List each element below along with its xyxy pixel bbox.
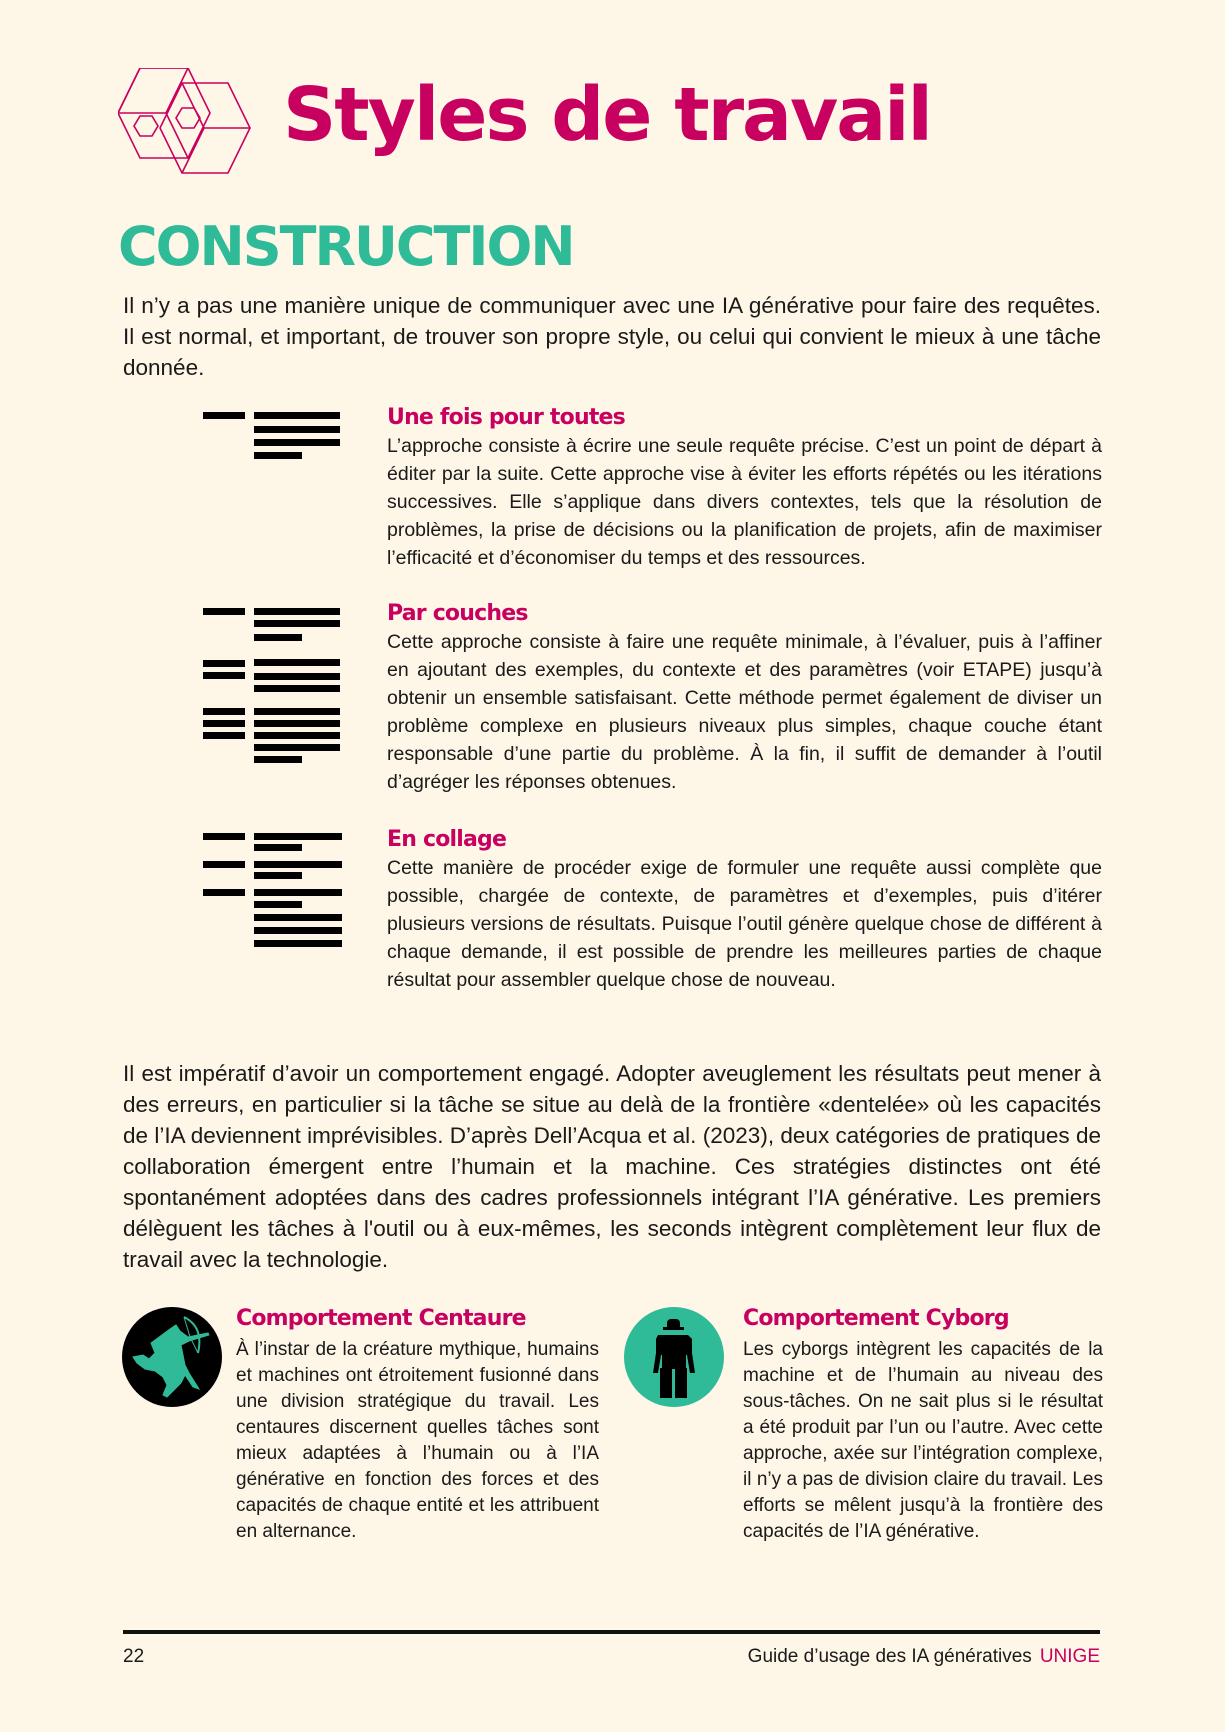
behaviour-title: Comportement Centaure xyxy=(236,1306,526,1331)
page-number: 22 xyxy=(123,1646,145,1667)
intro-paragraph: Il n’y a pas une manière unique de communiquer avec une IA générative pour faire des requêtes. Il est normal, et important, de trouver son propre style, ou celui qui convient le mieux à une tâche donnée. xyxy=(123,293,1101,380)
behaviour-cyborg xyxy=(743,1305,1103,1545)
robot-icon xyxy=(624,1307,724,1407)
behaviour-text: Les cyborgs intègrent les capacités de la machine et de l’humain au niveau des sous-tâches. On ne sait plus si le résultat a été produit par l’un ou l’autre. Avec cette approche, axée sur l’intégration complexe, il n’y a pas de division claire du travail. Les efforts se mêlent jusqu’à la frontière des capacités de l’IA générative. xyxy=(743,1339,1103,1542)
layered-lines-icon xyxy=(200,608,345,768)
behaviour-centaur xyxy=(236,1305,599,1545)
guide-title: Guide d’usage des IA génératives xyxy=(747,1646,1032,1667)
approach-item-once xyxy=(387,404,1102,572)
footer-divider xyxy=(123,1630,1100,1634)
behaviour-title: Comportement Cyborg xyxy=(743,1306,1009,1331)
engagement-paragraph: Il est impératif d’avoir un comportement engagé. Adopter aveuglement les résultats peut mener à des erreurs, en particulier si la tâche se situe au delà de la frontière «dentelée» où les capacités de l’IA deviennent imprévisibles. D’après Dell’Acqua et al. (2023), deux catégories de pratiques de collaboration émergent entre l’humain et la machine. Ces stratégies distinctes ont été spontanément adoptées dans des cadres professionnels intégrant l’IA générative. Les premiers délèguent les tâches à l'outil ou à eux-mêmes, les seconds intègrent complètement leur flux de travail avec la technologie. xyxy=(123,1061,1101,1272)
approach-title: Une fois pour toutes xyxy=(387,405,625,430)
approach-item-layers xyxy=(387,600,1102,796)
nested-cubes-icon xyxy=(118,68,274,178)
footer-guide-title xyxy=(748,1646,1100,1668)
section-heading-construction: CONSTRUCTION xyxy=(118,215,574,278)
single-block-lines-icon xyxy=(200,412,345,462)
approach-item-collage xyxy=(387,826,1102,994)
behaviour-text: À l’instar de la créature mythique, humains et machines ont étroitement fusionné dans une division stratégique du travail. Les centaures discernent quelles tâches sont mieux adaptées à l’humain ou à l’IA générative en fonction des forces et des capacités de chaque entité et les attribuent en alternance. xyxy=(236,1339,599,1542)
approach-text: Cette manière de procéder exige de formuler une requête aussi complète que possible, chargée de contexte, de paramètres et d’exemples, puis d’itérer plusieurs versions de résultats. Puisque l’outil génère quelque chose de différent à chaque demande, il est possible de prendre les meilleures parties de chaque résultat pour assembler quelque chose de nouveau. xyxy=(387,857,1102,991)
collage-lines-icon xyxy=(200,833,345,943)
approach-title: Par couches xyxy=(387,601,528,626)
brand-name: UNIGE xyxy=(1039,1646,1100,1667)
centaur-archer-icon xyxy=(122,1307,222,1407)
page-title: Styles de travail xyxy=(283,72,931,158)
approach-text: L’approche consiste à écrire une seule requête précise. C’est un point de départ à éditer par la suite. Cette approche vise à éviter les efforts répétés ou les itérations successives. Elle s’applique dans divers contextes, tels que la résolution de problèmes, la prise de décisions ou la planification de projets, afin de maximiser l’efficacité et d’économiser du temps et des ressources. xyxy=(387,435,1102,569)
approach-title: En collage xyxy=(387,827,507,852)
approach-text: Cette approche consiste à faire une requête minimale, à l’évaluer, puis à l’affiner en ajoutant des exemples, du contexte et des paramètres (voir ETAPE) jusqu’à obtenir un ensemble satisfaisant. Cette méthode permet également de diviser un problème complexe en plusieurs niveaux plus simples, chaque couche étant responsable d’une partie du problème. À la fin, il suffit de demander à l’outil d’agréger les réponses obtenues. xyxy=(387,631,1102,793)
